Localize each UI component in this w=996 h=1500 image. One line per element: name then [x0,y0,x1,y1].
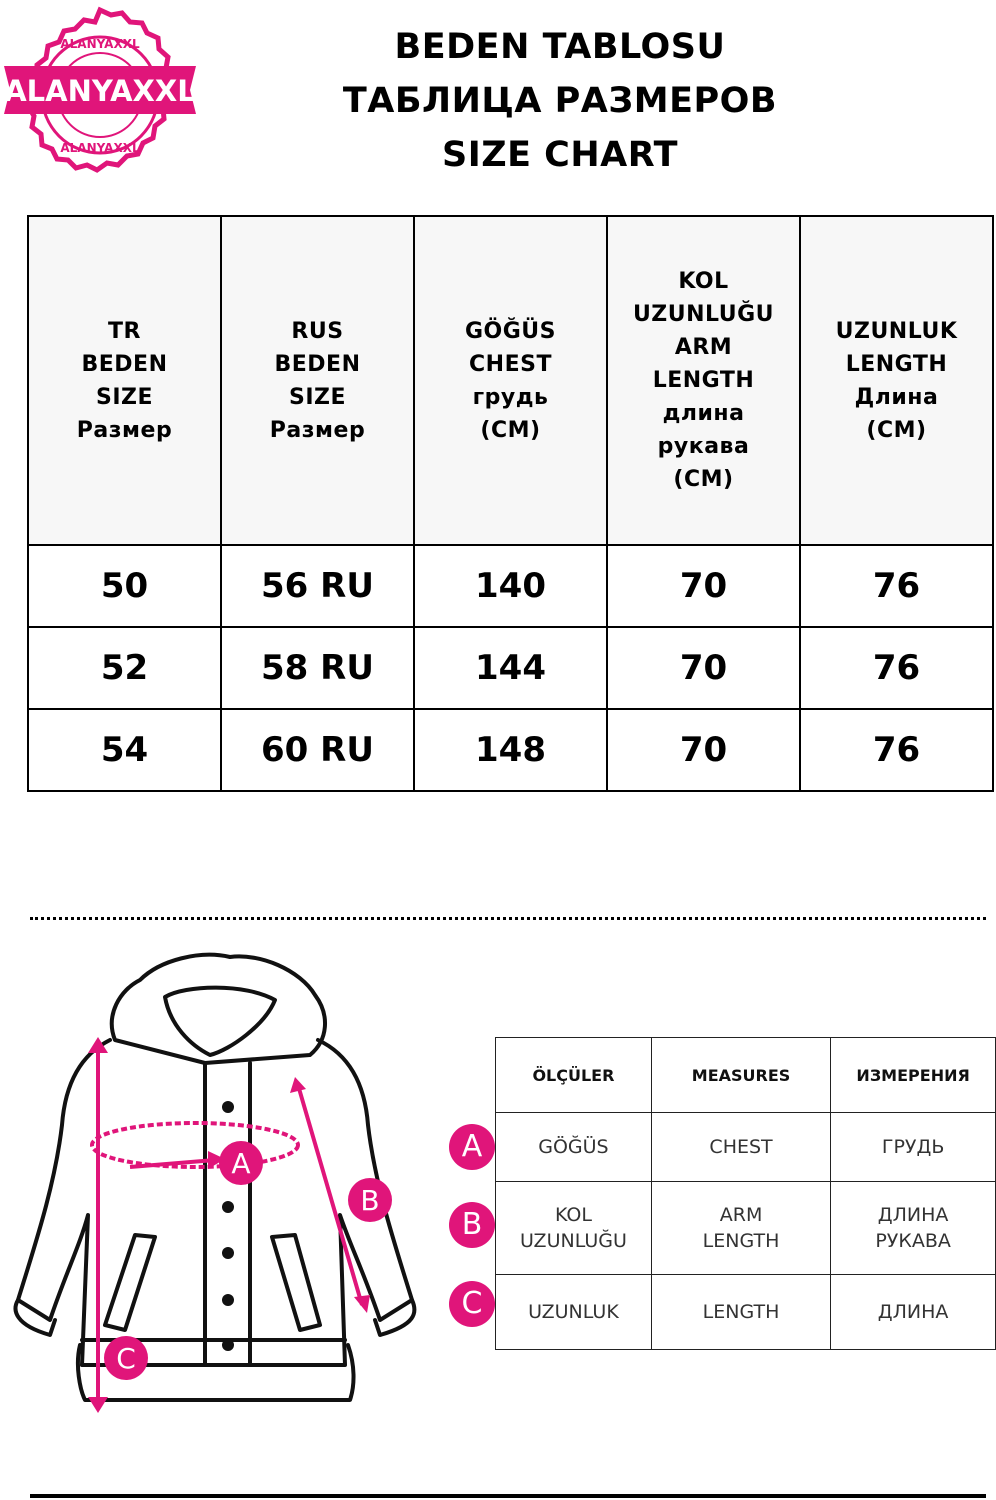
measure-b-ru: ДЛИНА РУКАВА [831,1182,996,1275]
cell-chest: 144 [414,627,607,709]
measure-c-ru: ДЛИНА [831,1275,996,1350]
cell-arm-length: 70 [607,709,800,791]
hood-outline [112,955,325,1063]
measure-b-en: ARM LENGTH [651,1182,830,1275]
header-arm-length: KOL UZUNLUĞU ARM LENGTH длина рукава (CM) [607,216,800,545]
table-row [496,1113,996,1182]
title-tr: BEDEN TABLOSU [394,27,726,67]
cell-length: 76 [800,709,993,791]
cell-length: 76 [800,627,993,709]
size-table [27,215,994,792]
cell-rus-size: 60 RU [221,709,414,791]
table-row [28,709,993,791]
cell-rus-size: 58 RU [221,627,414,709]
brand-logo [0,0,200,190]
bottom-divider [30,1494,986,1498]
measures-header-ru: ИЗМЕРЕНИЯ [831,1038,996,1113]
right-pocket [272,1235,320,1330]
table-row [496,1275,996,1350]
cell-chest: 140 [414,545,607,627]
cell-rus-size: 56 RU [221,545,414,627]
diagram-label-c: C [116,1342,136,1375]
table-row [28,545,993,627]
title-ru: ТАБЛИЦА РАЗМЕРОВ [342,81,778,121]
measures-header [496,1038,996,1113]
header-tr-size: TR BEDEN SIZE Размер [28,216,221,545]
measure-a-en: CHEST [651,1113,830,1182]
cell-tr-size: 50 [28,545,221,627]
left-pocket [105,1235,155,1330]
dotted-divider [30,917,986,920]
diagram-label-b: B [360,1184,380,1217]
diagram-label-a: A [231,1147,251,1180]
cell-chest: 148 [414,709,607,791]
badge-a: A [449,1124,495,1170]
measure-c-tr: UZUNLUK [496,1275,652,1350]
logo-ring-text-top: ALANYAXXL [60,37,140,51]
header-length: UZUNLUK LENGTH Длина (CM) [800,216,993,545]
header-rus-size: RUS BEDEN SIZE Размер [221,216,414,545]
size-table-header [28,216,993,545]
measure-a-tr: GÖĞÜS [496,1113,652,1182]
table-row [28,627,993,709]
measure-c-en: LENGTH [651,1275,830,1350]
hood-opening [165,988,275,1055]
jacket-diagram [10,945,430,1425]
cell-tr-size: 54 [28,709,221,791]
measures-header-tr: ÖLÇÜLER [496,1038,652,1113]
logo-text: ALANYAXXL [4,74,196,108]
logo-ring-text-bottom: ALANYAXXL [60,141,140,155]
measures-header-en: MEASURES [651,1038,830,1113]
measure-a-ru: ГРУДЬ [831,1113,996,1182]
header-chest: GÖĞÜS CHEST грудь (CM) [414,216,607,545]
cell-tr-size: 52 [28,627,221,709]
measures-table [495,1037,996,1350]
table-row [496,1182,996,1275]
badge-c: C [449,1281,495,1327]
badge-b: B [449,1202,495,1248]
measure-b-tr: KOL UZUNLUĞU [496,1182,652,1275]
cell-arm-length: 70 [607,545,800,627]
title-block [330,20,790,182]
title-en: SIZE CHART [441,135,679,175]
cell-arm-length: 70 [607,627,800,709]
cell-length: 76 [800,545,993,627]
